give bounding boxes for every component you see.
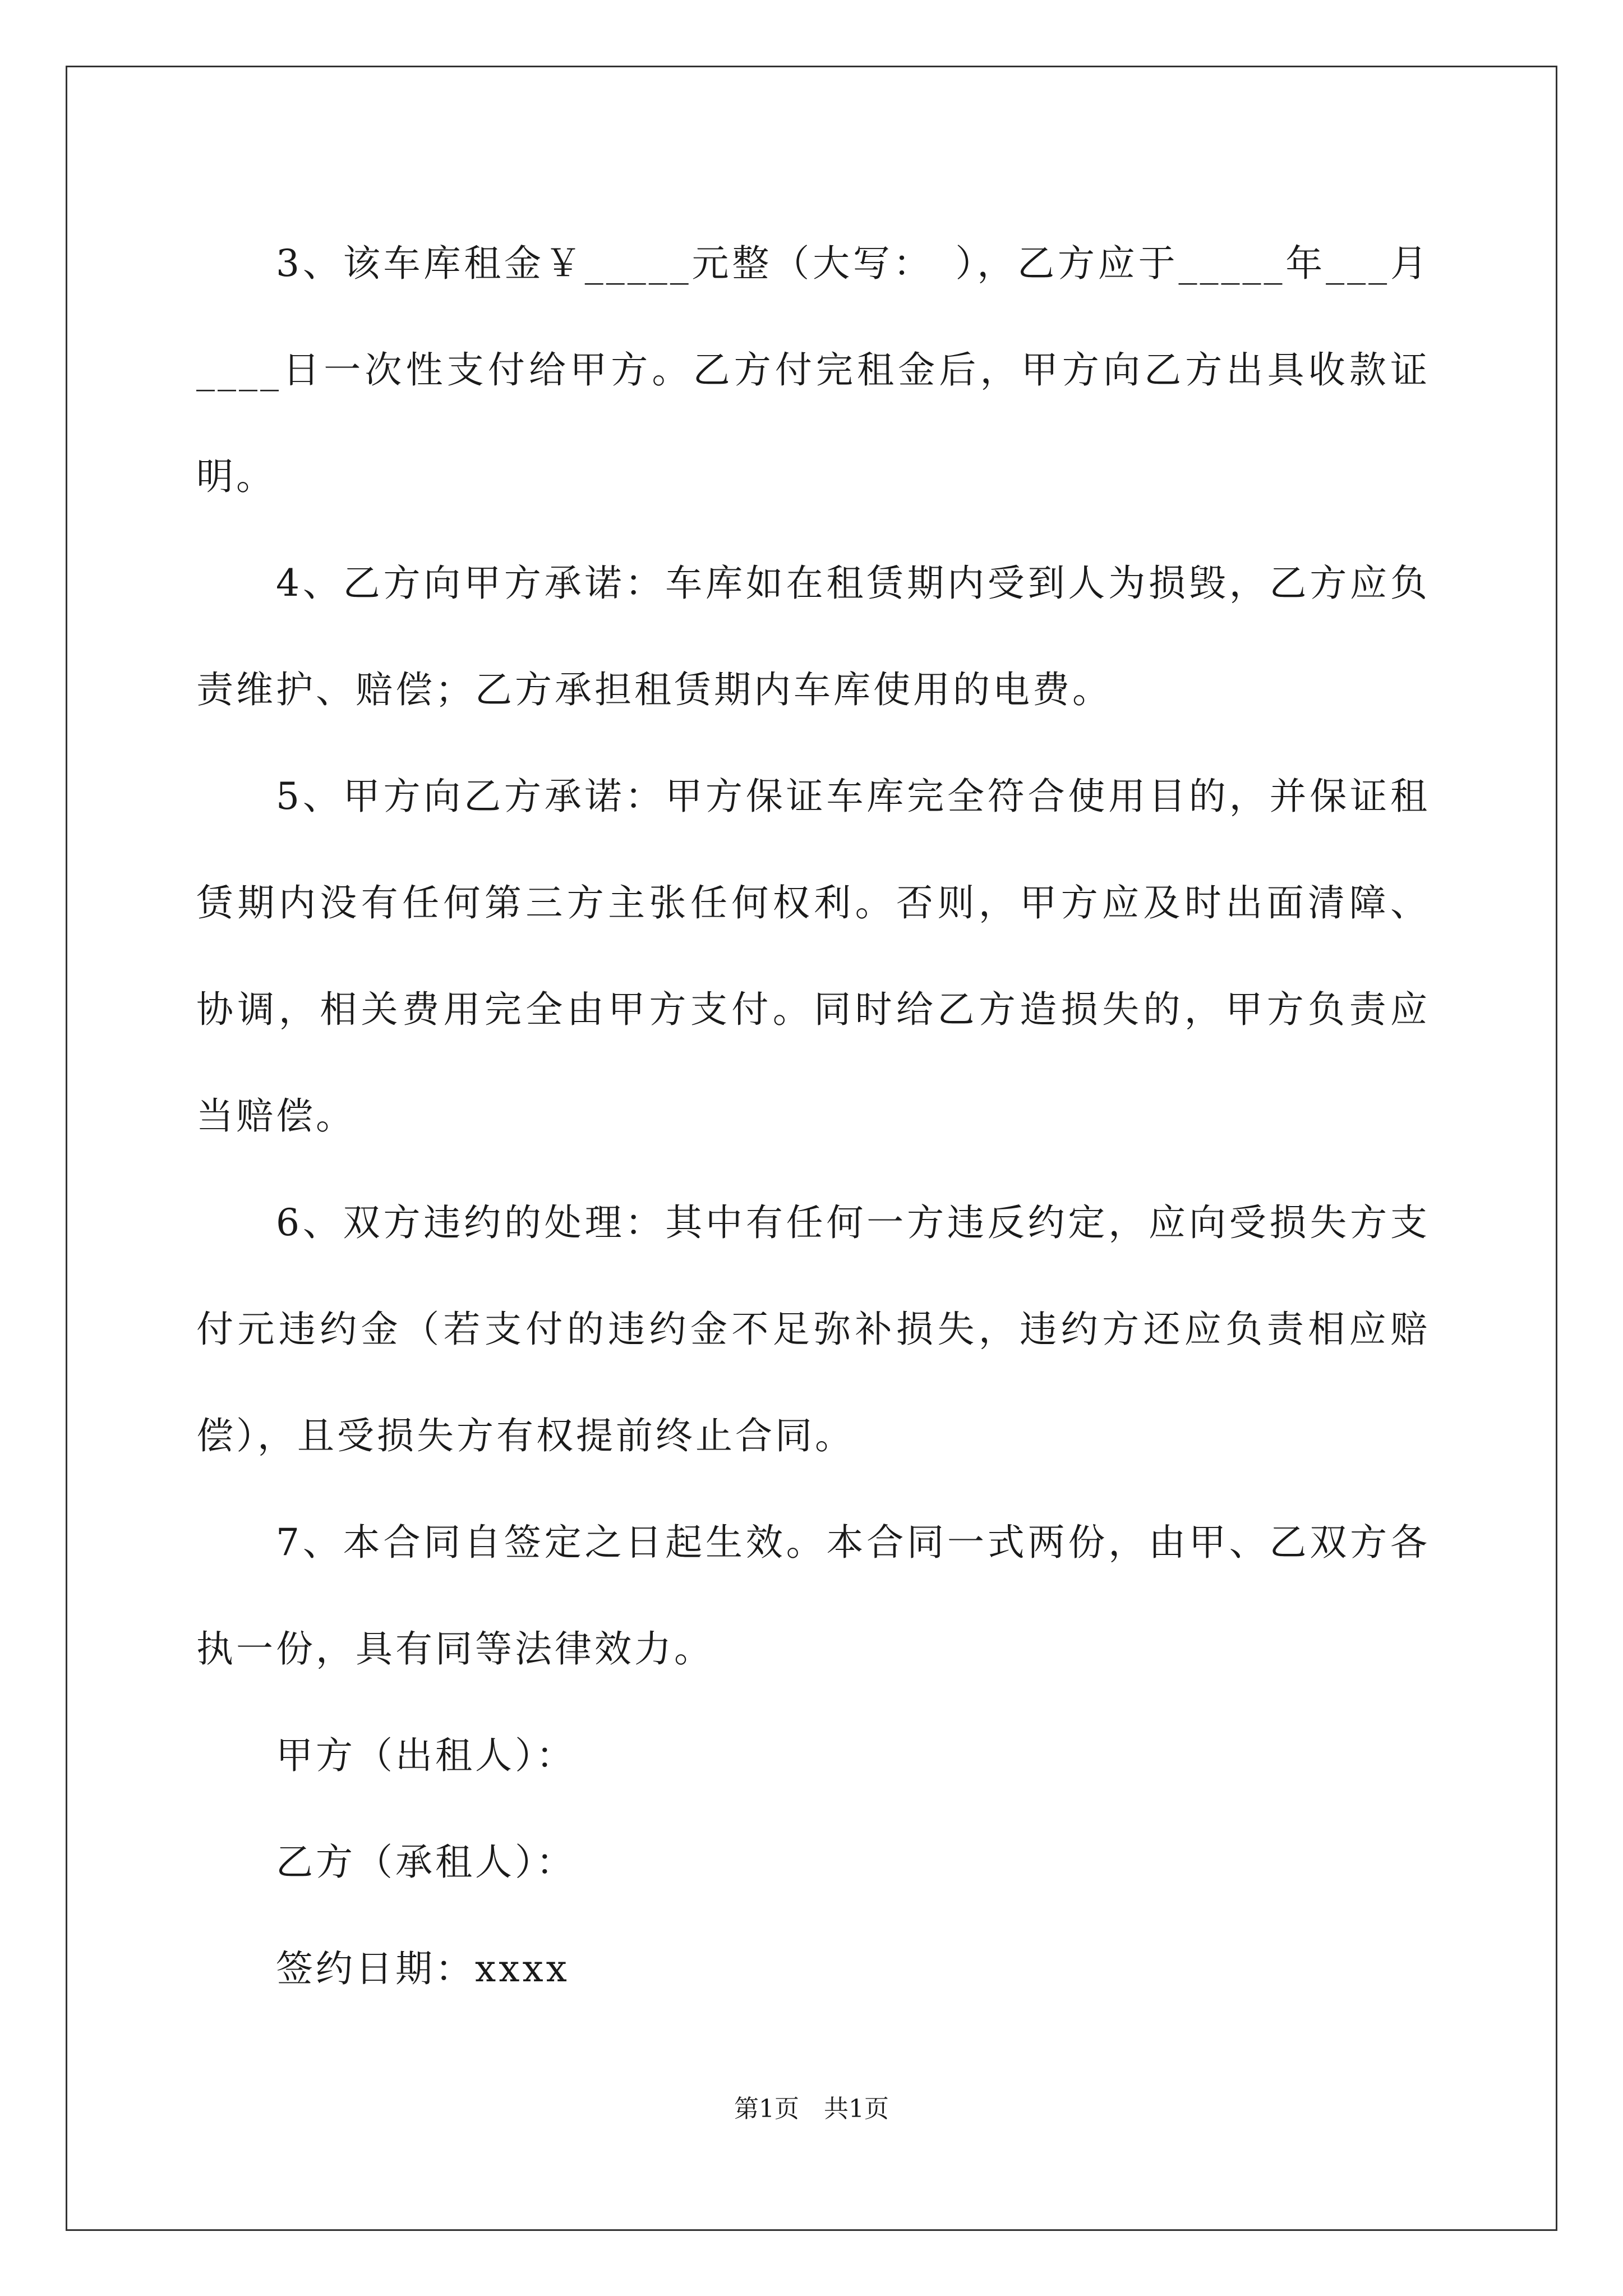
signing-date: 签约日期：xxxx xyxy=(276,1947,570,1990)
party-a-signature: 甲方（出租人）： xyxy=(276,1734,576,1777)
document-body xyxy=(196,210,1430,2022)
clause-7: 7、本合同自签定之日起生效。本合同一式两份，由甲、乙双方各执一份，具有同等法律效力。 xyxy=(196,1521,1430,1671)
clause-6: 6、双方违约的处理：其中有任何一方违反约定，应向受损失方支付元违约金（若支付的违约金不足弥补损失，违约方还应负责相应赔偿），且受损失方有权提前终止合同。 xyxy=(196,1201,1430,1457)
clause-5: 5、甲方向乙方承诺：甲方保证车库完全符合使用目的，并保证租赁期内没有任何第三方主张任何权利。否则，甲方应及时出面清障、协调，相关费用完全由甲方支付。同时给乙方造损失的，甲方负责应当赔偿。 xyxy=(196,775,1430,1138)
page-footer: 第1页 共1页 xyxy=(734,2095,889,2123)
clause-3: 3、该车库租金￥_____元整（大写： ），乙方应于_____年___月____日一次性支付给甲方。乙方付完租金后，甲方向乙方出具收款证明。 xyxy=(196,242,1430,498)
party-b-signature: 乙方（承租人）： xyxy=(276,1841,576,1884)
clause-4: 4、乙方向甲方承诺：车库如在租赁期内受到人为损毁，乙方应负责维护、赔偿；乙方承担租赁期内车库使用的电费。 xyxy=(196,562,1430,711)
